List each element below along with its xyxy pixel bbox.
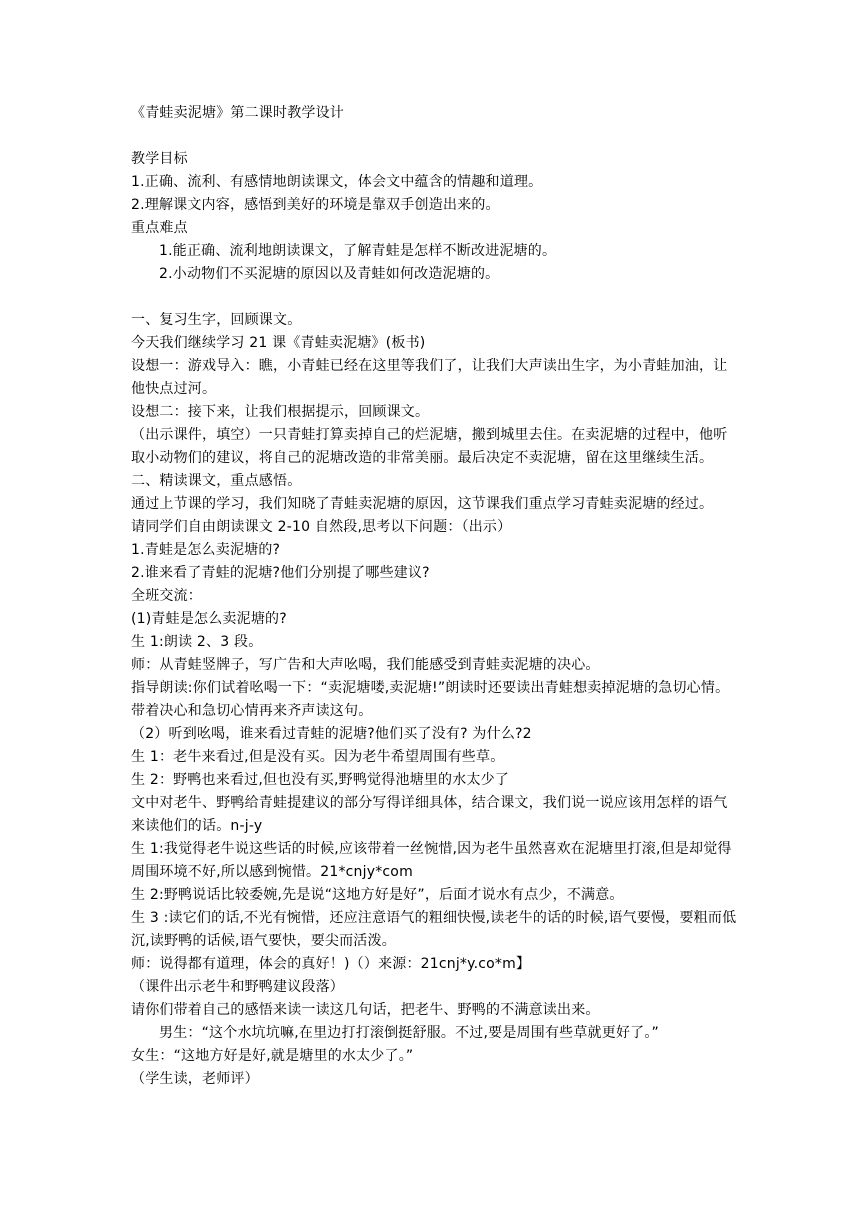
paragraph: 文中对老牛、野鸭给青蛙提建议的部分写得详细具体，结合课文，我们说一说应该用怎样的语气来读他们的话。n-j-y <box>131 795 728 834</box>
student-answer: 生 2：野鸭也来看过,但也没有买,野鸭觉得池塘里的水太少了 <box>131 772 510 788</box>
document-body <box>131 102 741 1091</box>
paragraph: 全班交流： <box>131 588 202 604</box>
key-difficulty-item: 2.小动物们不买泥塘的原因以及青蛙如何改造泥塘的。 <box>159 266 500 282</box>
student-answer: 生 1：老牛来看过,但是没有买。因为老牛希望周围有些草。 <box>131 749 505 765</box>
paragraph: 请同学们自由朗读课文 2-10 自然段,思考以下问题：（出示） <box>131 519 512 535</box>
student-answer: 生 2:野鸭说话比较委婉,先是说“这地方好是好”，后面才说水有点少，不满意。 <box>131 887 624 903</box>
paragraph: （学生读，老师评） <box>131 1071 259 1087</box>
question-item: 1.青蛙是怎么卖泥塘的? <box>131 542 281 558</box>
student-answer: 生 1:我觉得老牛说这些话的时候,应该带着一丝惋惜,因为老牛虽然喜欢在泥塘里打滚,但是却觉得周围环境不好,所以感到惋惜。21*cnjy*com <box>131 841 732 880</box>
teacher-remark: 师：从青蛙竖牌子，写广告和大声吆喝，我们能感受到青蛙卖泥塘的决心。 <box>131 657 600 673</box>
sub-heading: （2）听到吆喝，谁来看过青蛙的泥塘?他们买了没有? 为什么?2 <box>131 726 532 742</box>
goal-item: 2.理解课文内容，感悟到美好的环境是靠双手创造出来的。 <box>131 197 500 213</box>
paragraph: 通过上节课的学习，我们知晓了青蛙卖泥塘的原因，这节课我们重点学习青蛙卖泥塘的经过。 <box>131 496 714 512</box>
student-answer: 生 1:朗读 2、3 段。 <box>131 634 263 650</box>
document-title: 《青蛙卖泥塘》第二课时教学设计 <box>131 105 344 121</box>
student-answer: 生 3 :读它们的话,不光有惋惜，还应注意语气的粗细快慢,读老牛的话的时候,语气要慢，要粗而低沉,读野鸭的话候,语气要快，要尖而活泼。 <box>131 910 737 949</box>
paragraph: 指导朗读:你们试着吆喝一下：“卖泥塘喽,卖泥塘!”朗读时还要读出青蛙想卖掉泥塘的急切心情。带着决心和急切心情再来齐声读这句。 <box>131 680 730 719</box>
paragraph: 今天我们继续学习 21 课《青蛙卖泥塘》(板书) <box>131 335 426 351</box>
dialogue-line: 女生：“这地方好是好,就是塘里的水太少了。” <box>131 1048 414 1064</box>
question-item: 2.谁来看了青蛙的泥塘?他们分别提了哪些建议? <box>131 565 430 581</box>
dialogue-line: 男生：“这个水坑坑嘛,在里边打打滚倒挺舒服。不过,要是周围有些草就更好了。” <box>159 1025 660 1041</box>
paragraph: （课件出示老牛和野鸭建议段落） <box>131 979 344 995</box>
goal-item: 1.正确、流利、有感情地朗读课文，体会文中蕴含的情趣和道理。 <box>131 174 543 190</box>
paragraph: （出示课件，填空）一只青蛙打算卖掉自己的烂泥塘，搬到城里去住。在卖泥塘的过程中，他听取小动物们的建议，将自己的泥塘改造的非常美丽。最后决定不卖泥塘，留在这里继续生活。 <box>131 427 728 466</box>
section-heading: 二、精读课文，重点感悟。 <box>131 473 302 489</box>
goals-heading: 教学目标 <box>131 151 188 167</box>
paragraph: 设想一：游戏导入：瞧，小青蛙已经在这里等我们了，让我们大声读出生字，为小青蛙加油，让他快点过河。 <box>131 358 728 397</box>
paragraph: 请你们带着自己的感悟来读一读这几句话，把老牛、野鸭的不满意读出来。 <box>131 1002 600 1018</box>
key-difficulty-item: 1.能正确、流利地朗读课文，了解青蛙是怎样不断改进泥塘的。 <box>159 243 557 259</box>
paragraph: 设想二：接下来，让我们根据提示，回顾课文。 <box>131 404 430 420</box>
section-heading: 一、复习生字，回顾课文。 <box>131 312 302 328</box>
key-difficulty-heading: 重点难点 <box>131 220 188 236</box>
sub-heading: (1)青蛙是怎么卖泥塘的? <box>131 611 287 627</box>
teacher-remark: 师：说得都有道理，体会的真好！)（）来源：21cnj*y.co*m】 <box>131 956 531 972</box>
